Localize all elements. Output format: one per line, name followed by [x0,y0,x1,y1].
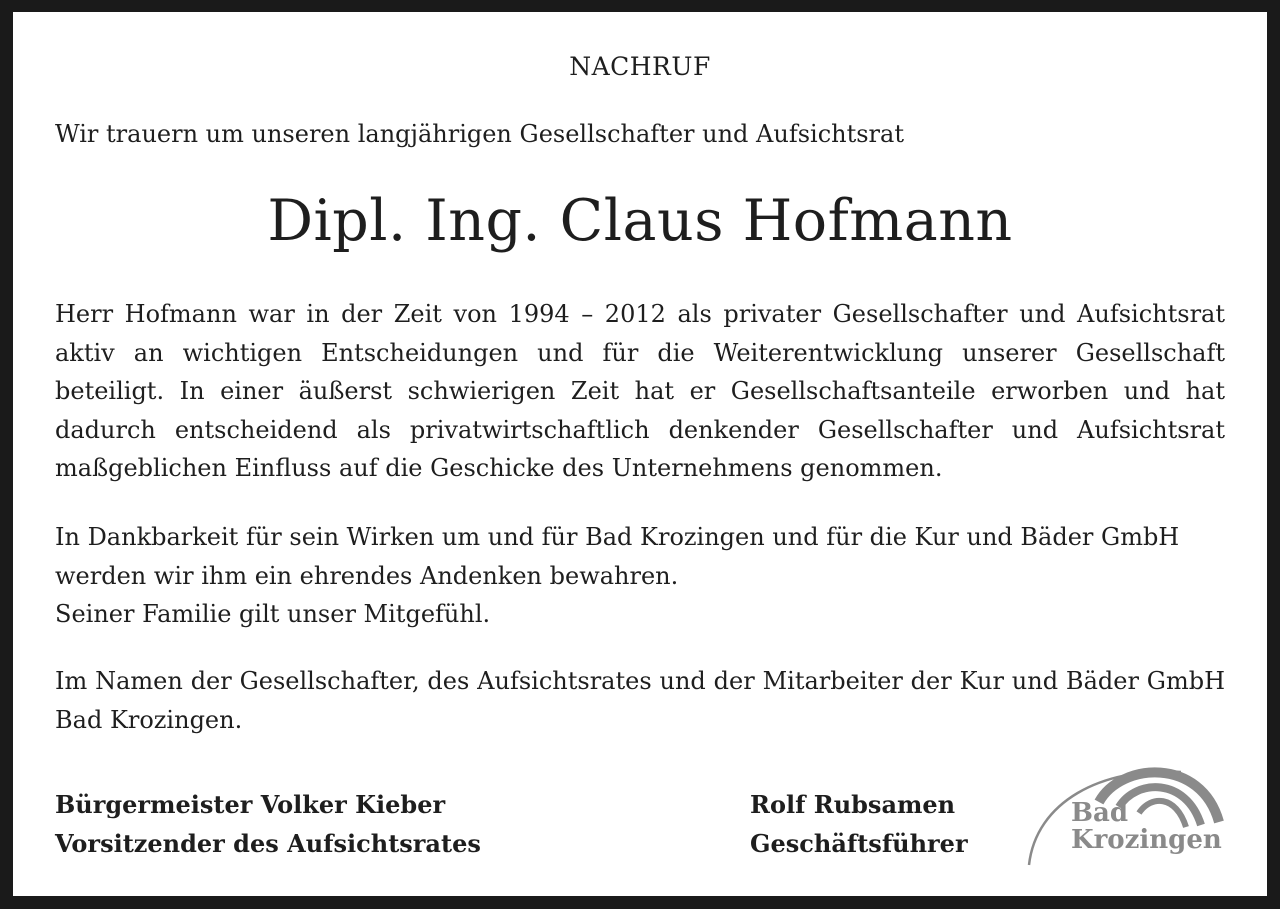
signatory-name: Rolf Rubsamen [750,790,956,819]
logo-line1: Bad [1071,798,1129,828]
gratitude-text: In Dankbarkeit für sein Wirken um und für Bad Krozingen und für die Kur und Bäder GmbH werden wir ihm ein ehrendes Andenken bewahren. [55,523,1180,590]
obituary-notice [13,12,1267,896]
deceased-name: Dipl. Ing. Claus Hofmann [267,188,1013,254]
on-behalf-paragraph: Im Namen der Gesellschafter, des Aufsichtsrates und der Mitarbeiter der Kur und Bäder GmbH Bad Krozingen. [55,667,1225,734]
intro-text: Wir trauern um unseren langjährigen Gesellschafter und Aufsichtsrat [55,120,904,148]
condolence-text: Seiner Familie gilt unser Mitgefühl. [55,600,491,628]
signatory-role: Vorsitzender des Aufsichtsrates [55,828,481,858]
signatory-name: Bürgermeister Volker Kieber [55,790,446,819]
notice-heading: NACHRUF [569,52,711,81]
logo-wordmark [1071,800,1222,854]
signatory-role: Geschäftsführer [750,828,968,858]
signatory-chairman [55,786,481,863]
gratitude-paragraph [55,518,1225,634]
signatory-managing-director [750,786,968,863]
logo-line2: Krozingen [1071,825,1222,855]
tribute-paragraph: Herr Hofmann war in der Zeit von 1994 – 2012 als privater Gesellschafter und Aufsichtsrat aktiv an wichtigen Entscheidungen und für die Weiterentwicklung unserer Gesellschaft beteiligt. In einer äußerst schwierigen Zeit hat er Gesellschaftsanteile erworben und hat dadurch entscheidend als privatwirtschaftlich denkender Gesellschafter und Aufsichtsrat maßgeblichen Einfluss auf die Geschicke des Unternehmens genommen. [55,300,1225,482]
